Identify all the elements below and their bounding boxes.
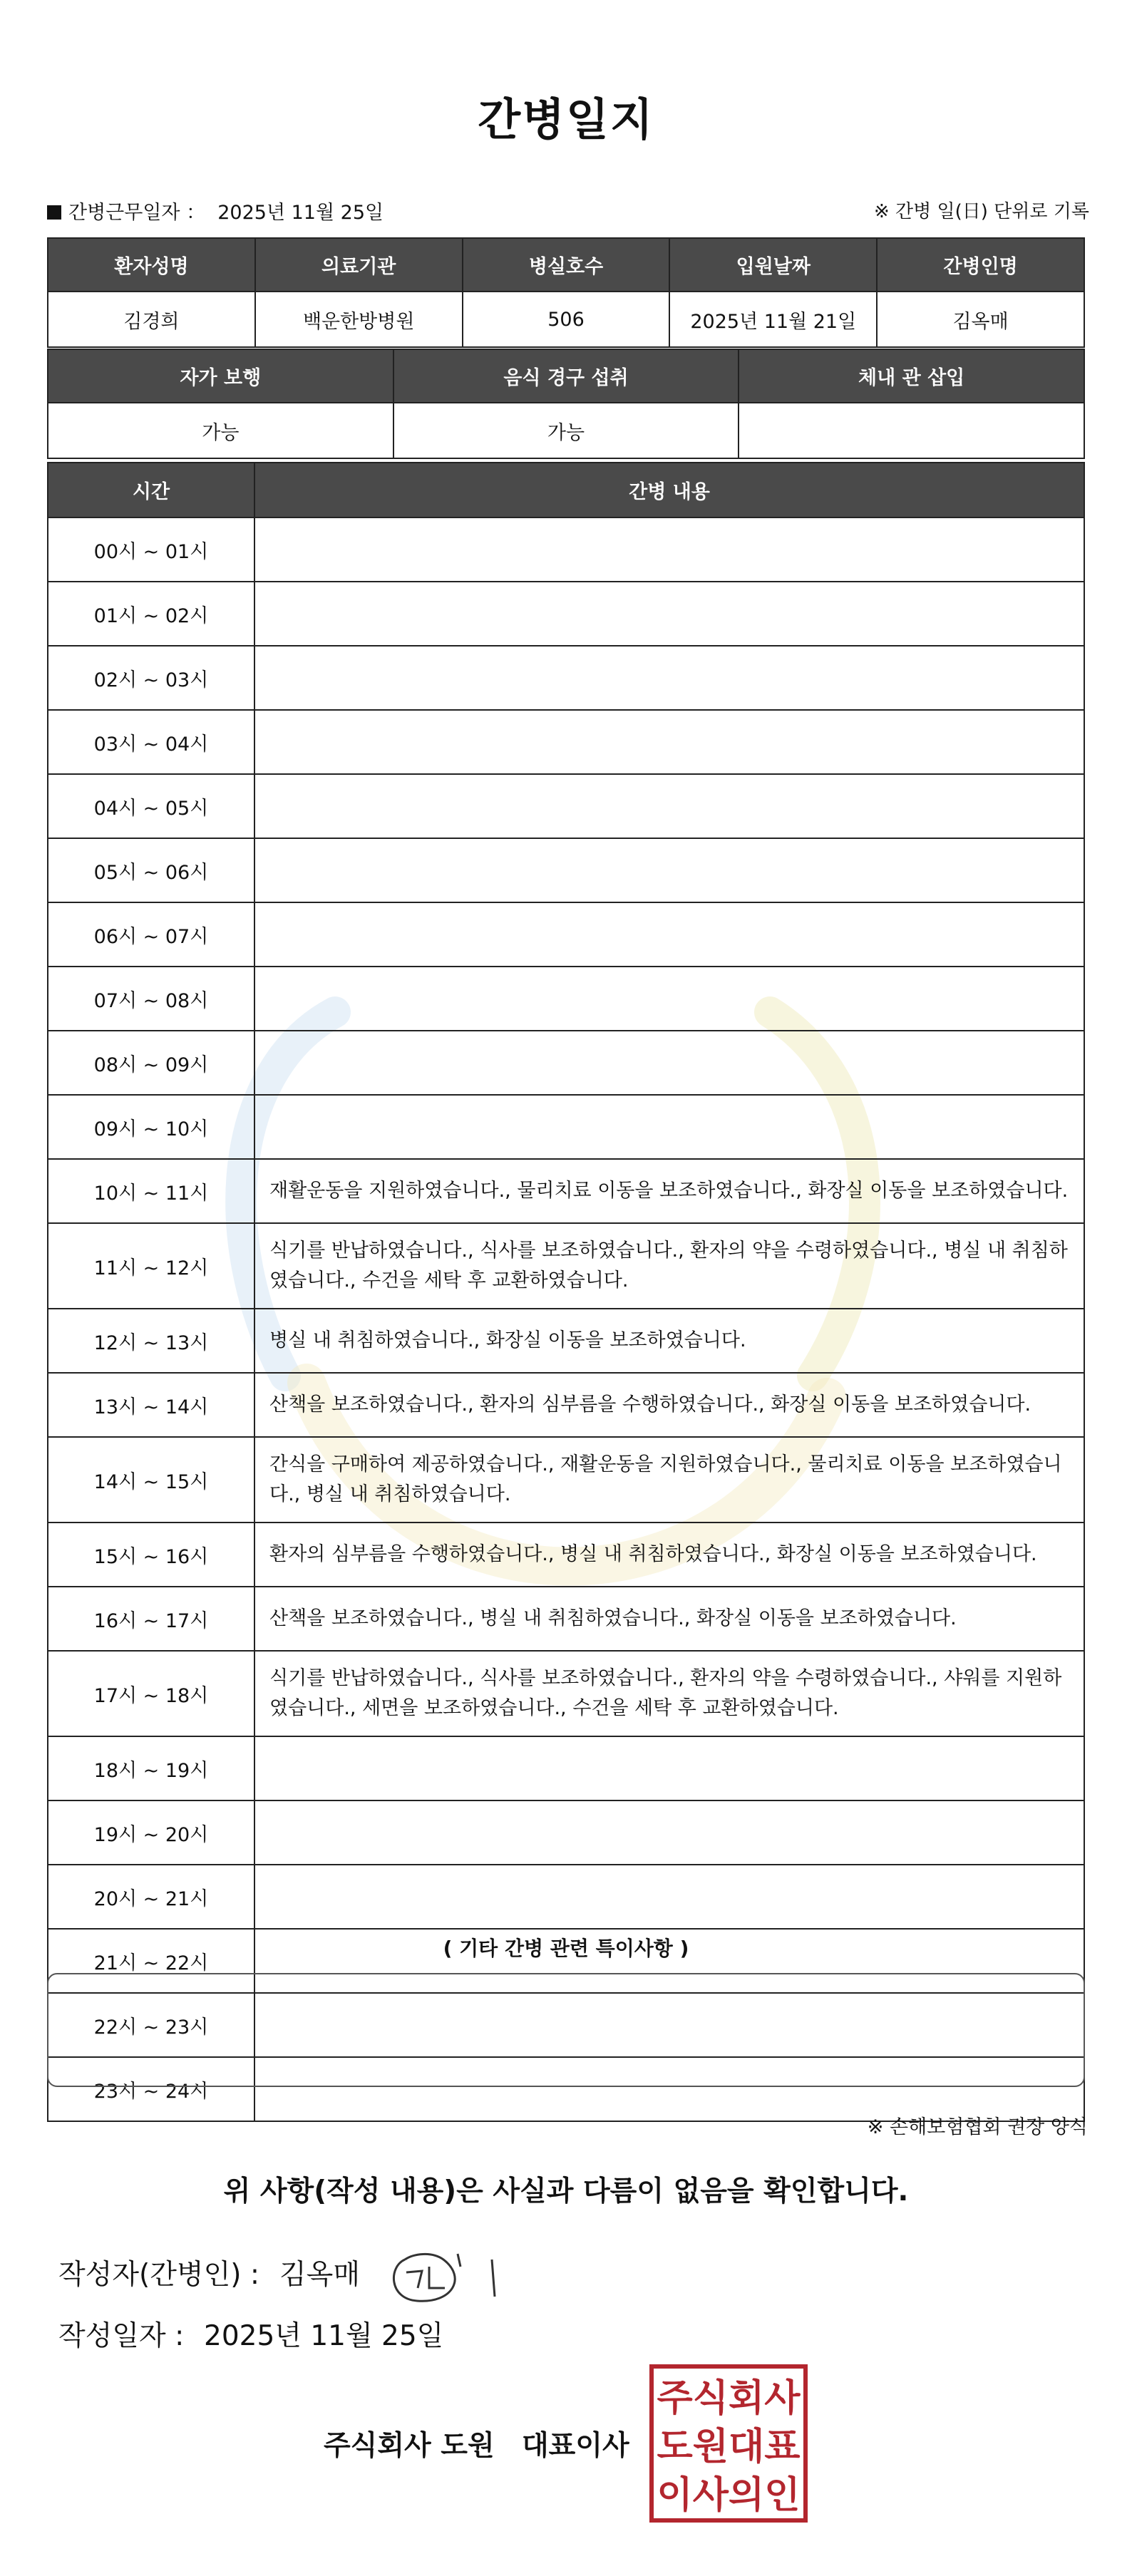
care-log-row: [48, 1437, 1084, 1523]
header-admission-date: 입원날짜: [669, 238, 877, 292]
log-time-cell: 16시 ~ 17시: [48, 1587, 254, 1651]
log-content-cell: [254, 710, 1084, 774]
patient-status-table: [47, 349, 1085, 459]
log-time-cell: 06시 ~ 07시: [48, 902, 254, 967]
care-log-row: [48, 1031, 1084, 1095]
log-content-cell: 환자의 심부름을 수행하였습니다., 병실 내 취침하였습니다., 화장실 이동을 보조하였습니다.: [254, 1523, 1084, 1587]
writer-label: 작성자(간병인) :: [58, 2259, 260, 2291]
log-content-cell: 산책을 보조하였습니다., 병실 내 취침하였습니다., 화장실 이동을 보조하였습니다.: [254, 1587, 1084, 1651]
patient-info-table: [47, 237, 1085, 348]
log-content-cell: [254, 582, 1084, 646]
room-number: 506: [463, 292, 670, 347]
care-log-row: [48, 1309, 1084, 1373]
header-caregiver-name: 간병인명: [877, 238, 1084, 292]
log-time-cell: 00시 ~ 01시: [48, 517, 254, 582]
header-time: 시간: [48, 463, 254, 517]
svg-text:도원대표: 도원대표: [657, 2425, 801, 2468]
log-time-cell: 20시 ~ 21시: [48, 1865, 254, 1929]
care-log-row: [48, 1736, 1084, 1800]
log-time-cell: 23시 ~ 24시: [48, 2057, 254, 2121]
log-content-cell: [254, 517, 1084, 582]
header-patient-name: 환자성명: [48, 238, 255, 292]
log-content-cell: 재활운동을 지원하였습니다., 물리치료 이동을 보조하였습니다., 화장실 이동을 보조하였습니다.: [254, 1159, 1084, 1223]
work-date-line: [47, 197, 384, 225]
log-content-cell: [254, 1095, 1084, 1159]
header-tube-insertion: 체내 관 삽입: [739, 349, 1084, 403]
notes-box: [47, 1973, 1085, 2087]
care-log-row: [48, 1523, 1084, 1587]
confirmation-statement: 위 사항(작성 내용)은 사실과 다름이 없음을 확인합니다.: [223, 2175, 909, 2207]
hospital: 백운한방병원: [255, 292, 463, 347]
log-time-cell: 19시 ~ 20시: [48, 1800, 254, 1865]
log-time-cell: 22시 ~ 23시: [48, 1993, 254, 2057]
care-log-row: [48, 1800, 1084, 1865]
ceo-label: 대표이사: [522, 2430, 629, 2462]
log-time-cell: 13시 ~ 14시: [48, 1373, 254, 1437]
header-self-walking: 자가 보행: [48, 349, 393, 403]
log-content-cell: [254, 1865, 1084, 1929]
patient-name: 김경희: [48, 292, 255, 347]
log-content-cell: 병실 내 취침하였습니다., 화장실 이동을 보조하였습니다.: [254, 1309, 1084, 1373]
log-time-cell: 10시 ~ 11시: [48, 1159, 254, 1223]
care-log-row: [48, 774, 1084, 838]
care-log-row: [48, 1095, 1084, 1159]
log-content-cell: 식기를 반납하였습니다., 식사를 보조하였습니다., 환자의 약을 수령하였습니다., 샤워를 지원하였습니다., 세면을 보조하였습니다., 수건을 세탁 후 교환하였습니다.: [254, 1651, 1084, 1736]
log-content-cell: 산책을 보조하였습니다., 환자의 심부름을 수행하였습니다., 화장실 이동을 보조하였습니다.: [254, 1373, 1084, 1437]
admission-date: 2025년 11월 21일: [669, 292, 877, 347]
log-content-cell: 식기를 반납하였습니다., 식사를 보조하였습니다., 환자의 약을 수령하였습니다., 병실 내 취침하였습니다., 수건을 세탁 후 교환하였습니다.: [254, 1223, 1084, 1309]
care-log-table: [47, 462, 1085, 2122]
log-time-cell: 12시 ~ 13시: [48, 1309, 254, 1373]
log-content-cell: 간식을 구매하여 제공하였습니다., 재활운동을 지원하였습니다., 물리치료 이동을 보조하였습니다., 병실 내 취침하였습니다.: [254, 1437, 1084, 1523]
caregiver-name: 김옥매: [877, 292, 1084, 347]
care-log-row: [48, 1865, 1084, 1929]
care-log-row: [48, 646, 1084, 710]
care-log-row: [48, 1587, 1084, 1651]
care-log-row: [48, 1651, 1084, 1736]
log-content-cell: [254, 1031, 1084, 1095]
self-walking-value: 가능: [48, 403, 393, 458]
header-room-number: 병실호수: [463, 238, 670, 292]
care-log-row: [48, 1373, 1084, 1437]
care-log-row: [48, 1159, 1084, 1223]
work-date-value: 2025년 11월 25일: [217, 202, 384, 224]
log-time-cell: 09시 ~ 10시: [48, 1095, 254, 1159]
care-log-row: [48, 838, 1084, 902]
log-time-cell: 15시 ~ 16시: [48, 1523, 254, 1587]
log-time-cell: 01시 ~ 02시: [48, 582, 254, 646]
date-label: 작성일자 :: [58, 2320, 185, 2352]
log-content-cell: [254, 774, 1084, 838]
header-hospital: 의료기관: [255, 238, 463, 292]
care-log-body: [48, 517, 1084, 2121]
oral-intake-value: 가능: [393, 403, 739, 458]
care-log-row: [48, 710, 1084, 774]
care-log-row: [48, 582, 1084, 646]
log-time-cell: 11시 ~ 12시: [48, 1223, 254, 1309]
tube-insertion-value: [739, 403, 1084, 458]
log-time-cell: 05시 ~ 06시: [48, 838, 254, 902]
care-log-row: [48, 1223, 1084, 1309]
log-content-cell: [254, 1736, 1084, 1800]
care-log-row: [48, 967, 1084, 1031]
handwritten-signature: [385, 2238, 513, 2309]
page-title: 간병일지: [478, 93, 654, 145]
header-care-content: 간병 내용: [254, 463, 1084, 517]
log-content-cell: [254, 838, 1084, 902]
care-log-row: [48, 517, 1084, 582]
log-time-cell: 21시 ~ 22시: [48, 1929, 254, 1993]
unit-note: ※ 간병 일(日) 단위로 기록: [873, 201, 1089, 222]
log-time-cell: 17시 ~ 18시: [48, 1651, 254, 1736]
log-content-cell: [254, 967, 1084, 1031]
date-value: 2025년 11월 25일: [204, 2320, 444, 2352]
company-seal: [649, 2364, 808, 2523]
recommended-form-note: ※ 손해보험협회 권장 양식: [867, 2116, 1088, 2138]
notes-title: ( 기타 간병 관련 특이사항 ): [443, 1937, 689, 1960]
svg-text:주식회사: 주식회사: [657, 2376, 801, 2420]
log-time-cell: 07시 ~ 08시: [48, 967, 254, 1031]
log-time-cell: 18시 ~ 19시: [48, 1736, 254, 1800]
log-time-cell: 08시 ~ 09시: [48, 1031, 254, 1095]
work-date-label: 간병근무일자 ：: [68, 202, 206, 224]
log-content-cell: [254, 646, 1084, 710]
bullet-square-icon: [47, 205, 61, 220]
log-time-cell: 03시 ~ 04시: [48, 710, 254, 774]
log-content-cell: [254, 1800, 1084, 1865]
header-oral-intake: 음식 경구 섭취: [393, 349, 739, 403]
company-name: 주식회사 도원: [324, 2430, 495, 2462]
care-log-row: [48, 902, 1084, 967]
writer-name: 김옥매: [279, 2259, 361, 2291]
svg-text:이사의인: 이사의인: [657, 2473, 801, 2517]
log-content-cell: [254, 902, 1084, 967]
log-time-cell: 14시 ~ 15시: [48, 1437, 254, 1523]
log-time-cell: 04시 ~ 05시: [48, 774, 254, 838]
log-time-cell: 02시 ~ 03시: [48, 646, 254, 710]
